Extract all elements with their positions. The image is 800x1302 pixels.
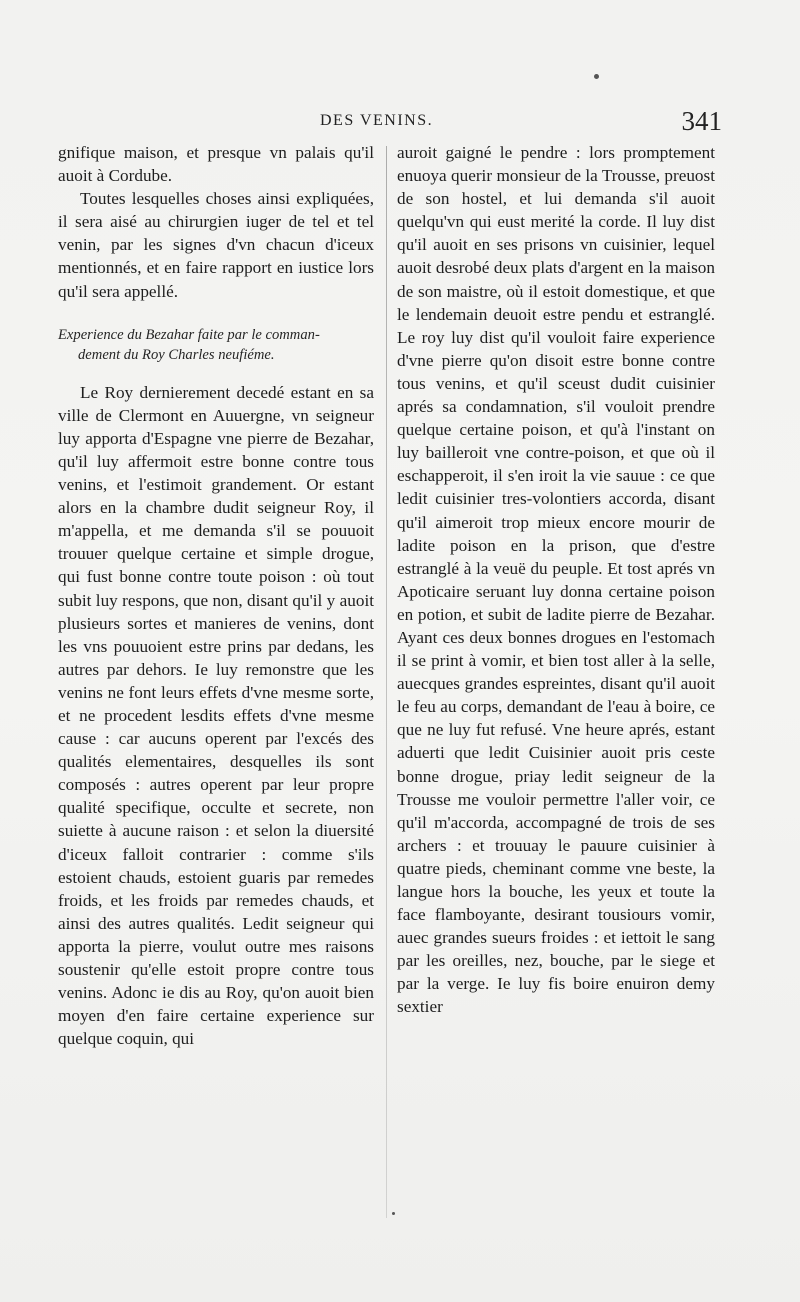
left-column	[58, 141, 374, 1050]
column-divider	[386, 146, 387, 1218]
running-title: DES VENINS.	[320, 112, 434, 129]
left-paragraph-bezahar: Le Roy dernierement decedé estant en sa ville de Clermont en Auuergne, vn seigneur luy apporta d'Espagne vne pierre de Bezahar, qu'il luy affermoit estre bonne contre tous venins, et l'estimoit grandement. Or estant alors en la chambre dudit seigneur Roy, il m'appella, et me demanda s'il se pouuoit trouuer quelque certaine et simple drogue, qui fust bonne contre toute poison : où tout subit luy respons, que non, disant qu'il y auoit plusieurs sortes et manieres de venins, dont les vns pouuoient estre prins par dedans, les autres par dehors. Ie luy remonstre que les venins ne font leurs effets d'vne mesme sorte, et ne procedent lesdits effets d'vne mesme cause : car aucuns operent par l'excés des qualités elementaires, desquelles ils sont composés : autres operent par leur propre qualité specifique, occulte et secrete, non suiette à aucune raison : et selon la diuersité d'iceux falloit contrarier : comme s'ils estoient chauds, estoient guaris par remedes froids, et les froids par remedes chauds, et ainsi des autres qualités. Ledit seigneur qui apporta la pierre, voulut outre mes raisons soustenir qu'elle estoit propre contre tous venins. Adonc ie dis au Roy, qu'on auoit bien moyen d'en faire certaine experience sur quelque coquin, qui	[58, 382, 374, 1049]
right-paragraph-experiment: auroit gaigné le pendre : lors promptement enuoya querir monsieur de la Trousse, preuost de son hostel, et lui demanda s'il auoit quelqu'vn qui eust merité la corde. Il luy dist qu'il auoit en ses prisons vn cuisinier, lequel auoit desrobé deux plats d'argent en la maison de son maistre, où il estoit domestique, et que le lendemain deuoit estre pendu et estranglé. Le roy luy dist qu'il vouloit faire experience d'vne pierre qu'on disoit estre bonne contre tous venins, et qu'il sceust dudit cuisinier aprés sa condamnation, s'il vouloit prendre quelque certaine poison, et qu'à l'instant on luy bailleroit vne contre-poison, et que où il eschapperoit, il s'en iroit la vie sauue : ce que ledit cuisinier tres-volontiers accorda, disant qu'il aimeroit trop mieux encore mourir de ladite poison en la prison, que d'estre estranglé à la veuë du peuple. Et tost aprés vn Apoticaire seruant luy donna certaine poison en potion, et subit de ladite pierre de Bezahar. Ayant ces deux bonnes drogues en l'estomach il se print à vomir, et bien tost aller à la selle, auecques grandes espreintes, disant qu'il auoit le feu au corps, demandant de l'eau à boire, ce que ne luy fut refusé. Vne heure aprés, estant aduerti que ledit Cuisinier auoit pris ceste bonne drogue, priay ledit seigneur de la Trousse me vouloir permettre l'aller voir, ce qu'il m'accorda, accompagné de trois de ses archers : et trouuay le pauure cuisinier à quatre pieds, cheminant comme vne beste, la langue hors la bouche, les yeux et toute la face flamboyante, desirant tousiours vomir, auec grandes sueurs froides : et iettoit le sang par les oreilles, nez, bouche, par le siege et par la verge. Ie luy fis boire enuiron demy sextier	[397, 143, 715, 1017]
section-heading-line-2: dement du Roy Charles neufiéme.	[78, 346, 275, 363]
page-number: 341	[681, 106, 722, 136]
ink-speck	[594, 74, 599, 79]
right-column	[397, 141, 715, 1019]
section-heading-line-1: Experience du Bezahar faite par le comman-	[58, 326, 320, 343]
left-paragraph-symptoms: Toutes lesquelles choses ainsi expliquées, il sera aisé au chirurgien iuger de tel et tel venin, par les signes d'vn chacun d'iceux mentionnés, et en faire rapport en iustice lors qu'il sera appellé.	[58, 189, 374, 301]
left-paragraph-continued: gnifique maison, et presque vn palais qu'il auoit à Cordube.	[58, 143, 374, 186]
section-heading	[58, 325, 374, 365]
ink-speck	[392, 1212, 395, 1215]
running-head	[58, 106, 722, 142]
